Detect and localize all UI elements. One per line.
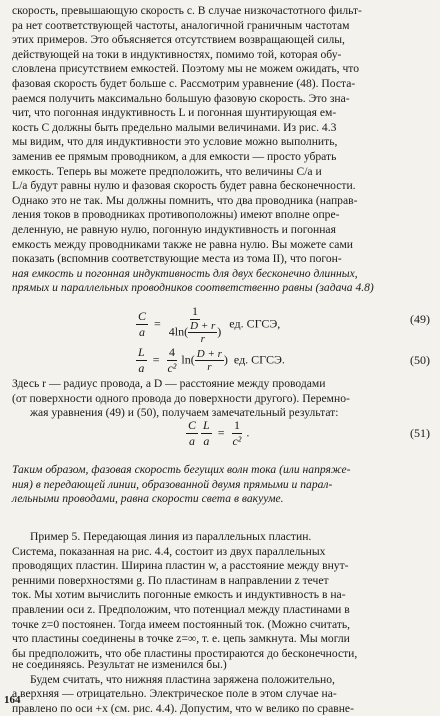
text-line: прямых и параллельных проводников соответственно равны (задача 4.8) <box>12 281 374 295</box>
example-heading: Пример 5. Передающая линия из параллельных пластин. <box>30 530 312 543</box>
equation-50 <box>0 345 440 375</box>
text-line: а верхняя — отрицательно. Электрическое поле в этом случае на- <box>12 687 337 701</box>
text-line: кость C должны быть предельно малыми величинами. Из рис. 4.3 <box>12 120 337 134</box>
eq51-tail: . <box>246 425 250 440</box>
eq50-coef-den: c² <box>167 361 177 375</box>
eq51-equals: = <box>217 425 225 440</box>
text-line: правлено по оси +x (см. рис. 4.4). Допустим, что w велико по сравне- <box>12 701 354 715</box>
equation-49 <box>0 302 440 345</box>
text-line: Таким образом, фазовая скорость бегущих волн тока (или напряже- <box>12 463 351 476</box>
equation-51-body <box>186 418 249 449</box>
text-line: L/a будут равны нулю и фазовая скорость будет равна бесконечности. <box>12 179 356 193</box>
eq51-b-den: a <box>203 434 210 448</box>
equation-number-50: (50) <box>410 353 430 367</box>
equation-number-51: (51) <box>410 426 430 440</box>
text-line: емкость. Теперь вы можете предположить, что величины C/a и <box>12 164 322 178</box>
text-line: бы предположить, что обе пластины простираются до бесконечности, <box>12 646 358 660</box>
eq49-rhs-den: 4ln( $\frac{D + r}{r}$ ) <box>168 320 222 345</box>
text-line: мы видим, что для индуктивности это условие можно выполнить, <box>12 135 338 149</box>
text-line: фазовая скорость будет больше c. Рассмотрим уравнение (48). Поста- <box>12 76 356 90</box>
text-line: не соединяясь. Результат не изменился бы.) <box>12 658 227 671</box>
text-line: раемся получить максимально большую фазовую скорость. Это зна- <box>12 91 350 105</box>
eq50-inner-den: r <box>207 361 212 373</box>
paragraph-2 <box>12 377 432 421</box>
eq50-coef-num: 4 <box>168 345 175 359</box>
text-line: что пластины соединены в точке z=∞, т. е. цепь замкнута. Мы могли <box>12 632 350 646</box>
eq50-lhs-num: L <box>138 345 145 359</box>
eq51-a-num: C <box>188 418 197 432</box>
eq50-unit: ед. СГСЭ. <box>233 352 285 367</box>
eq51-a-den: a <box>189 434 195 448</box>
eq50-ln: ln <box>181 352 191 367</box>
page-number: 164 <box>4 694 21 706</box>
text-line: ренними поверхностями g. По пластинам в направлении z течет <box>12 573 329 587</box>
text-line: точке z=0 постоянен. Тогда имеем постоянный ток. (Можно считать, <box>12 617 351 631</box>
equation-49-body: $\frac{C}{a}$ = 1 4ln( $\frac{D + r}{r}$ ) ед. СГСЭ, <box>138 304 281 345</box>
equation-51 <box>0 418 440 446</box>
text-line: жая уравнения (49) и (50), получаем замечательный результат: <box>30 406 339 420</box>
text-line: действующей на токи в индуктивностях, помимо той, которая обу- <box>12 47 342 61</box>
paragraph-5 <box>12 658 432 716</box>
text-line: ток. Мы хотим вычислить погонные емкость и индуктивность в на- <box>12 588 346 602</box>
paragraph-3 <box>12 463 432 507</box>
eq49-inner-num: D + r <box>190 320 216 332</box>
text-line: заменив ее прямым проводником, а для емкости — просто убрать <box>12 149 337 163</box>
text-line: ная емкость и погонная индуктивность для двух бесконечно длинных, <box>12 266 358 280</box>
eq49-ln: 4ln <box>168 324 185 339</box>
text-line: Будем считать, что нижняя пластина заряжена положительно, <box>30 672 335 686</box>
text-line: лельными проводами, равна скорости света в вакууме. <box>12 492 284 506</box>
eq49-lhs-num: C <box>138 309 147 323</box>
text-line: Однако это не так. Мы должны помнить, что два проводника (направ- <box>12 193 358 207</box>
text-line: скорость, превышающую скорость c. В случае низкочастотного фильт- <box>12 4 362 17</box>
equation-50-body: $\frac{L}{a}$ = $\frac{4}{\text{c²}}$ ln( $\frac{D + r}{r}$ ) ед. СГСЭ. <box>138 345 285 375</box>
text-line: показать (вспомнив соответствующие места из тома II), что погон- <box>12 252 342 266</box>
eq49-unit: ед. СГСЭ, <box>229 316 281 331</box>
text-line: словлена присутствием емкостей. Поэтому мы не можем ожидать, что <box>12 62 360 76</box>
eq49-rhs-num: 1 <box>192 304 199 318</box>
text-line: ния) в передающей линии, образованной двумя прямыми и парал- <box>12 477 333 491</box>
eq51-b-num: L <box>203 418 210 432</box>
eq49-inner-den: r <box>200 333 205 345</box>
text-line: ра нет соответствующей частоты, аналогичной граничным частотам <box>12 18 350 32</box>
text-line: этих примеров. Это объясняется отсутствием возвращающей силы, <box>12 33 345 47</box>
text-line: ления токов в проводниках противоположны) имеют вполне опре- <box>12 208 340 222</box>
text-line: деленную, не равную нулю, погонную индуктивность и погонная <box>12 222 336 236</box>
text-line: Система, показанная на рис. 4.4, состоит из двух параллельных <box>12 544 326 558</box>
text-line: емкость между проводниками также не равна нулю. Вы можете сами <box>12 237 353 251</box>
text-line: чит, что погонная индуктивность L и погонная шунтирующая ем- <box>12 106 337 120</box>
text-line: (от поверхности одного провода до поверхности другого). Перемно- <box>12 391 350 405</box>
equation-number-49: (49) <box>410 312 430 326</box>
text-line: Здесь r — радиус провода, а D — расстояние между проводами <box>12 377 326 390</box>
text-line: правлении оси z. Предположим, что потенциал между пластинами в <box>12 602 350 616</box>
eq49-lhs-den: a <box>139 325 145 339</box>
eq50-inner-num: D + r <box>196 348 222 360</box>
eq51-r-den: c² <box>232 434 242 448</box>
text-line: проводящих пластин. Ширина пластин w, а расстояние между внут- <box>12 559 349 573</box>
paragraph-1 <box>12 4 432 296</box>
eq50-lhs-den: a <box>138 361 145 375</box>
paragraph-4 <box>12 530 432 661</box>
eq51-r-num: 1 <box>233 418 240 432</box>
